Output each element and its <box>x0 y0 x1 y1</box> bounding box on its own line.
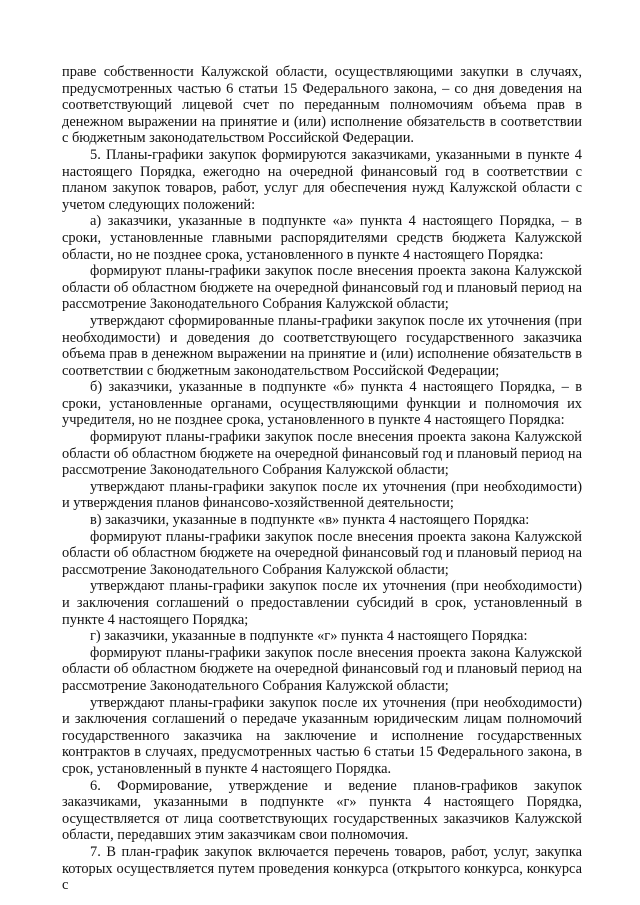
paragraph-subitem-a-form: формируют планы-графики закупок после внесения проекта закона Калужской области об областном бюджете на очередной финансовый год и плановый период на рассмотрение Законодательного Собрания Калужской области; <box>62 263 582 313</box>
paragraph-subitem-b: б) заказчики, указанные в подпункте «б» пункта 4 настоящего Порядка, – в сроки, установленные органами, осуществляющими функции и полномочия их учредителя, но не позднее срока, установленного в пункте 4 настоящего Порядка: <box>62 379 582 429</box>
paragraph-subitem-g-approve: утверждают планы-графики закупок после их уточнения (при необходимости) и заключения соглашений о передаче указанным юридическим лицам полномочий государственного заказчика на заключение и исполнение государственных контрактов в случаях, предусмотренных частью 6 статьи 15 Федерального закона, в срок, установленный в пункте 4 настоящего Порядка. <box>62 694 582 777</box>
document-body <box>62 64 582 894</box>
paragraph-item-7: 7. В план-график закупок включается перечень товаров, работ, услуг, закупка которых осуществляется путем проведения конкурса (открытого конкурса, конкурса с <box>62 843 582 894</box>
paragraph-subitem-b-form: формируют планы-графики закупок после внесения проекта закона Калужской области об областном бюджете на очередной финансовый год и плановый период на рассмотрение Законодательного Собрания Калужской области; <box>62 429 582 479</box>
paragraph-subitem-v-approve: утверждают планы-графики закупок после их уточнения (при необходимости) и заключения соглашений о предоставлении субсидий в срок, установленный в пункте 4 настоящего Порядка; <box>62 578 582 628</box>
paragraph-subitem-v: в) заказчики, указанные в подпункте «в» пункта 4 настоящего Порядка: <box>90 512 530 529</box>
paragraph-item-5: 5. Планы-графики закупок формируются заказчиками, указанными в пункте 4 настоящего Порядка, ежегодно на очередной финансовый год в соответствии с планом закупок товаров, работ, услуг для обеспечения нужд Калужской области с учетом следующих положений: <box>62 146 582 213</box>
paragraph-subitem-a: а) заказчики, указанные в подпункте «а» пункта 4 настоящего Порядка, – в сроки, установленные главными распорядителями средств бюджета Калужской области, но не позднее срока, установленного в пункте 4 настоящего Порядка: <box>62 213 582 263</box>
paragraph-subitem-g-form: формируют планы-графики закупок после внесения проекта закона Калужской области об областном бюджете на очередной финансовый год и плановый период на рассмотрение Законодательного Собрания Калужской области; <box>62 644 582 694</box>
paragraph-subitem-v-form: формируют планы-графики закупок после внесения проекта закона Калужской области об областном бюджете на очередной финансовый год и плановый период на рассмотрение Законодательного Собрания Калужской области; <box>62 528 582 578</box>
paragraph-subitem-g: г) заказчики, указанные в подпункте «г» пункта 4 настоящего Порядка: <box>90 628 528 645</box>
paragraph-item-6: 6. Формирование, утверждение и ведение планов-графиков закупок заказчиками, указанными в подпункте «г» пункта 4 настоящего Порядка, осуществляется от лица соответствующих государственных заказчиков Калужской области, передавших этим заказчикам свои полномочия. <box>62 777 582 844</box>
paragraph-subitem-a-approve: утверждают сформированные планы-графики закупок после их уточнения (при необходимости) и доведения до соответствующего государственного заказчика объема прав в денежном выражении на принятие и (или) исполнение обязательств в соответствии с бюджетным законодательством Российской Федерации; <box>62 312 582 379</box>
paragraph-subitem-b-approve: утверждают планы-графики закупок после их уточнения (при необходимости) и утверждения планов финансово-хозяйственной деятельности; <box>62 478 582 512</box>
paragraph-continuation: праве собственности Калужской области, осуществляющими закупки в случаях, предусмотренных частью 6 статьи 15 Федерального закона, – со дня доведения на соответствующий лицевой счет по переданным полномочиям объема прав в денежном выражении на принятие и (или) исполнение обязательств в соответствии с бюджетным законодательством Российской Федерации. <box>62 64 582 147</box>
